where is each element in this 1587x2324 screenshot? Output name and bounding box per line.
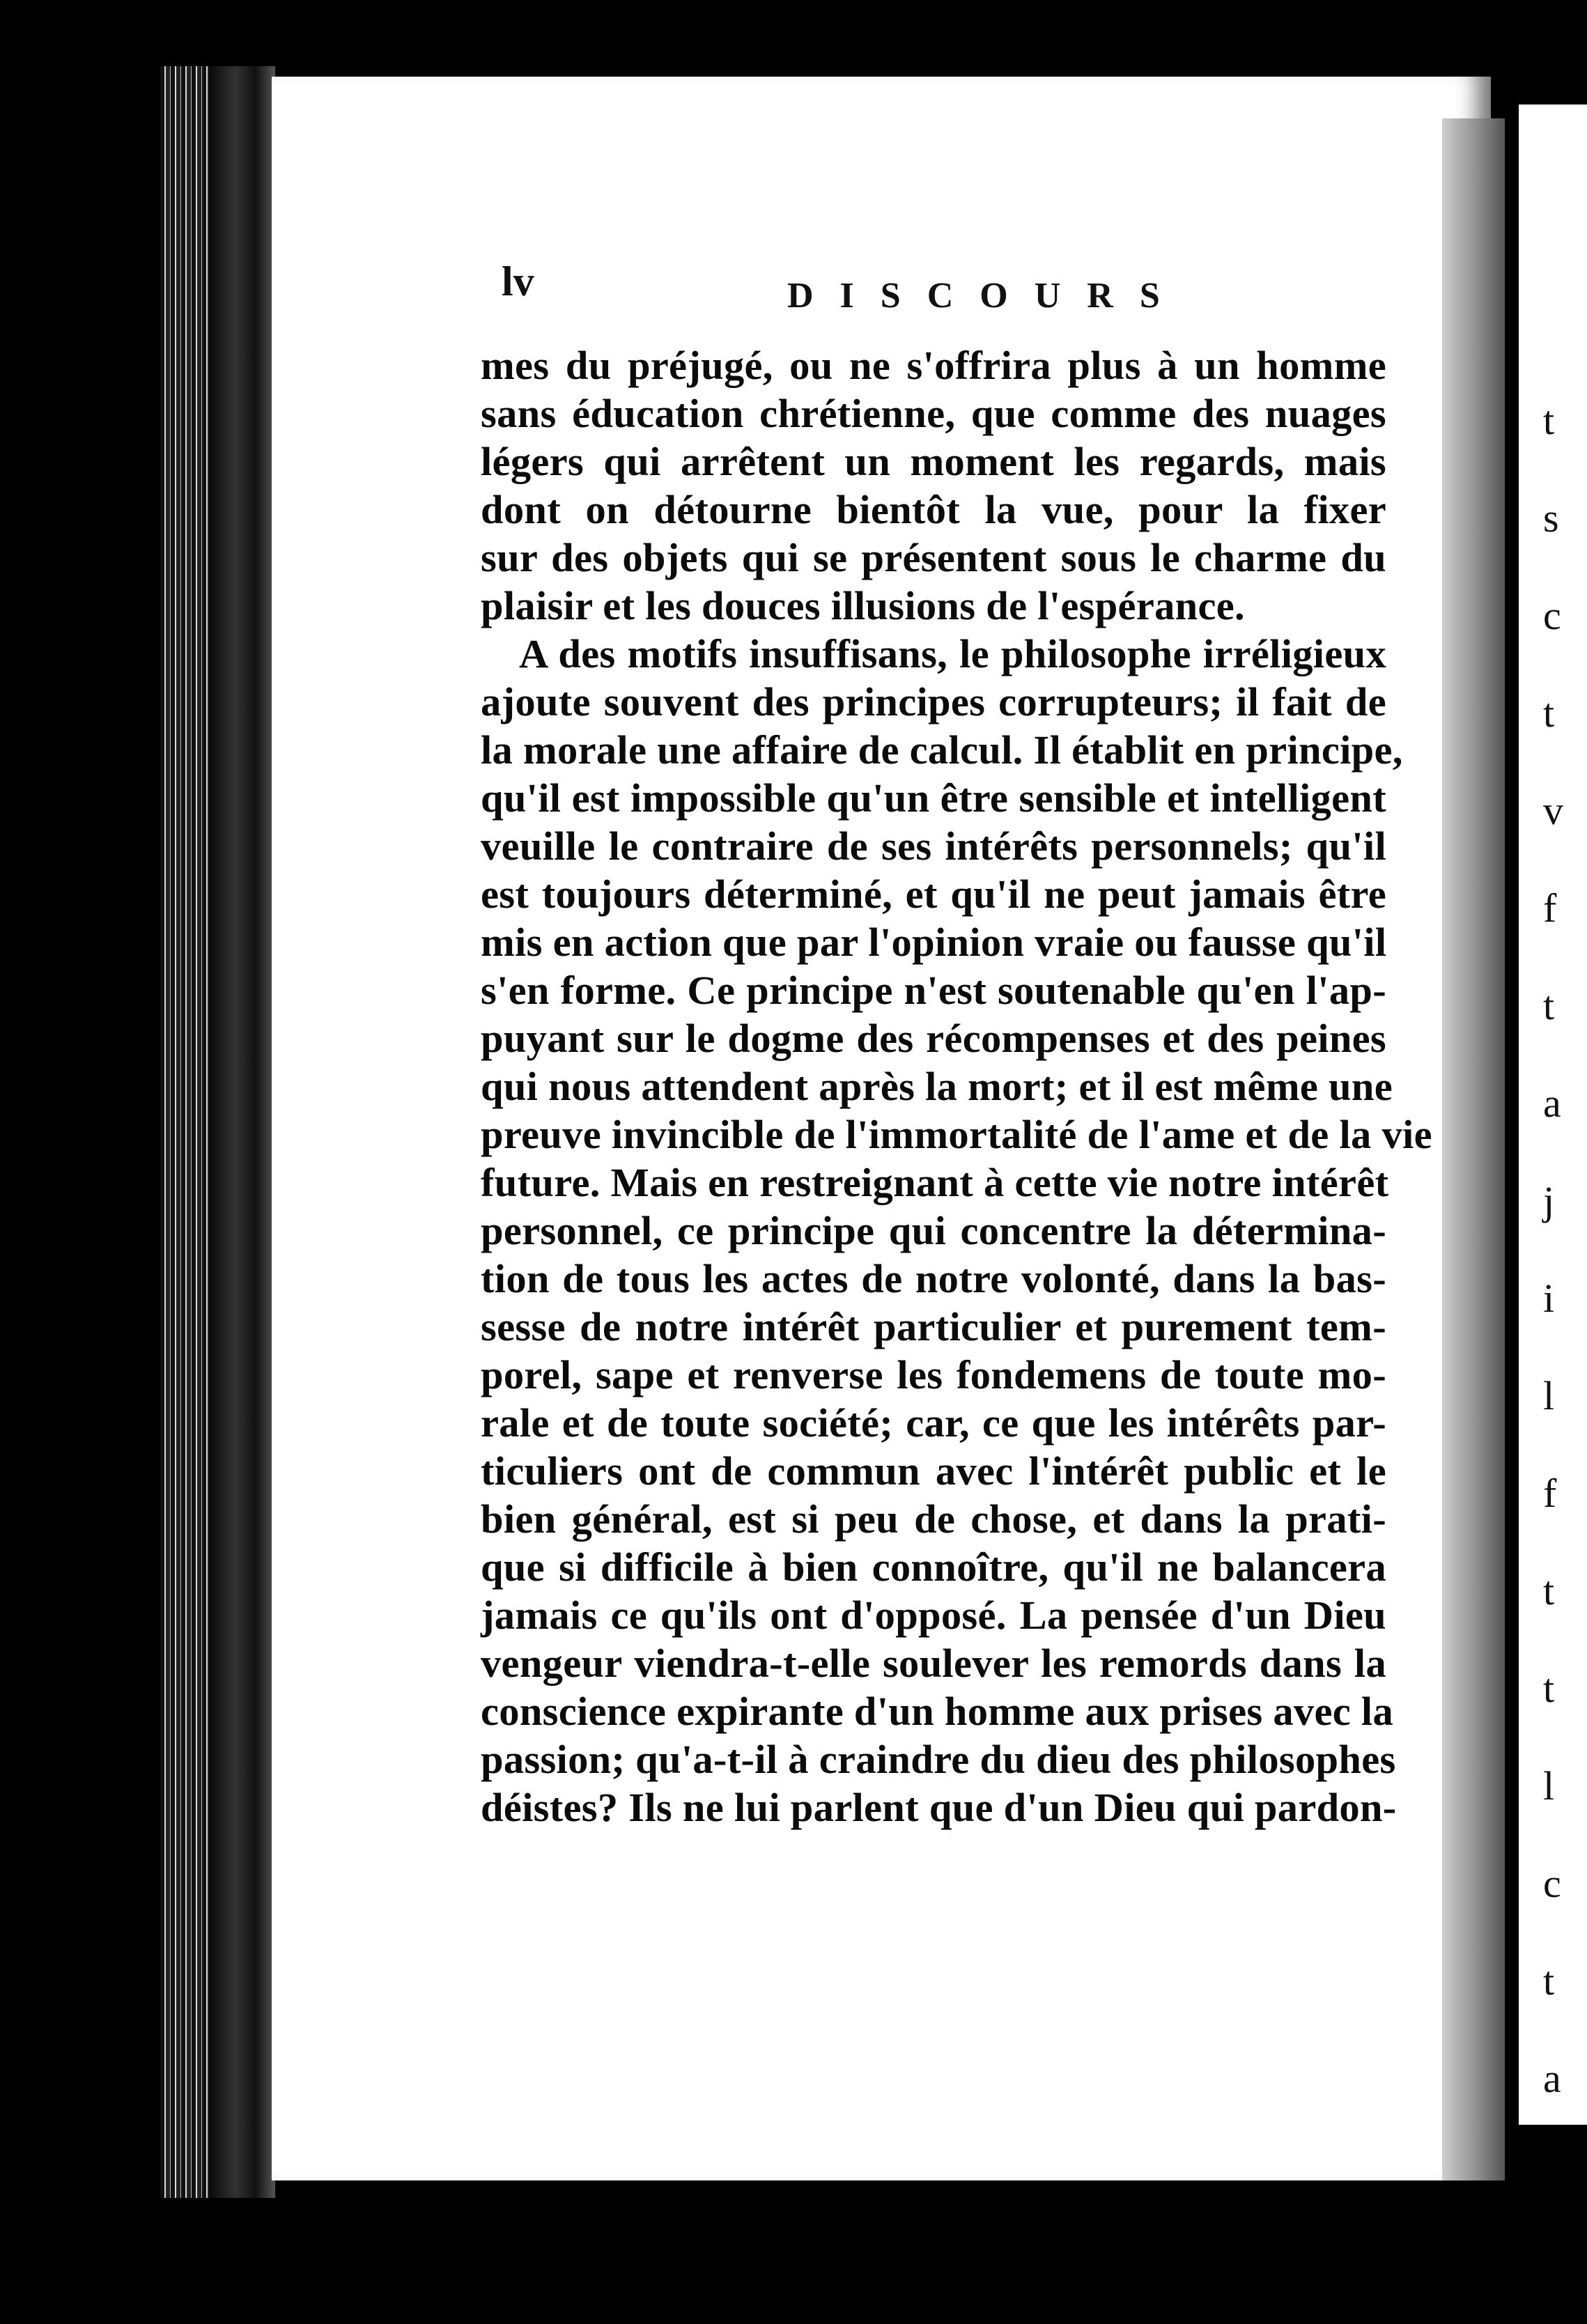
page-folio: lv bbox=[502, 258, 534, 304]
text-line: jamais ce qu'ils ont d'opposé. La pensée d'un Dieu bbox=[481, 1593, 1386, 1638]
page-curl-shadow bbox=[1442, 118, 1505, 2180]
text-line: mis en action que par l'opinion vraie ou fausse qu'il bbox=[481, 920, 1387, 965]
text-line: mes du préjugé, ou ne s'offrira plus à un homme bbox=[481, 343, 1386, 388]
adjacent-page-letter: f bbox=[1543, 1471, 1557, 1516]
text-line: dont on détourne bientôt la vue, pour la fixer bbox=[481, 487, 1386, 532]
adjacent-page-letter: i bbox=[1543, 1276, 1555, 1321]
text-line: conscience expirante d'un homme aux prises avec la bbox=[481, 1689, 1394, 1734]
text-line: sur des objets qui se présentent sous le charme du bbox=[481, 535, 1386, 580]
adjacent-page-letter: s bbox=[1543, 495, 1559, 541]
text-line: tion de tous les actes de notre volonté, dans la bas- bbox=[481, 1256, 1386, 1301]
adjacent-page-letter: t bbox=[1543, 398, 1555, 443]
text-line: ticuliers ont de commun avec l'intérêt public et le bbox=[481, 1448, 1386, 1494]
text-line: ajoute souvent des principes corrupteurs; il fait de bbox=[481, 679, 1386, 725]
text-line: que si difficile à bien connoître, qu'il ne balancera bbox=[481, 1544, 1386, 1590]
text-line: plaisir et les douces illusions de l'espérance. bbox=[481, 583, 1245, 628]
adjacent-page-letter: l bbox=[1543, 1373, 1555, 1418]
adjacent-page-letter: v bbox=[1543, 788, 1563, 833]
text-line: vengeur viendra-t-elle soulever les remords dans la bbox=[481, 1641, 1386, 1686]
adjacent-page-letter: t bbox=[1543, 690, 1555, 736]
text-line: veuille le contraire de ses intérêts personnels; qu'il bbox=[481, 823, 1386, 869]
text-line: la morale une affaire de calcul. Il établit en principe, bbox=[481, 727, 1403, 773]
text-line: est toujours déterminé, et qu'il ne peut jamais être bbox=[481, 872, 1386, 917]
adjacent-page-letter: a bbox=[1543, 2056, 1561, 2101]
adjacent-page-letter: j bbox=[1543, 1178, 1555, 1223]
adjacent-page-letter: c bbox=[1543, 1861, 1561, 1906]
text-line: porel, sape et renverse les fondemens de toute mo- bbox=[481, 1352, 1386, 1397]
adjacent-page-letter: f bbox=[1543, 885, 1557, 931]
text-line: déistes? Ils ne lui parlent que d'un Dieu qui pardon- bbox=[481, 1785, 1397, 1830]
text-line: puyant sur le dogme des récompenses et des peines bbox=[481, 1016, 1386, 1061]
text-line: preuve invincible de l'immortalité de l'ame et de la vie bbox=[481, 1112, 1432, 1157]
text-line: qu'il est impossible qu'un être sensible et intelligent bbox=[481, 775, 1386, 821]
text-line: bien général, est si peu de chose, et dans la prati- bbox=[481, 1496, 1386, 1542]
text-line: personnel, ce principe qui concentre la détermina- bbox=[481, 1208, 1386, 1253]
book-gutter-shadow bbox=[209, 66, 275, 2198]
text-line: A des motifs insuffisans, le philosophe irréligieux bbox=[519, 631, 1386, 676]
running-title: DISCOURS bbox=[787, 276, 1186, 316]
adjacent-page-letter: t bbox=[1543, 1568, 1555, 1613]
text-line: passion; qu'a-t-il à craindre du dieu des philosophes bbox=[481, 1737, 1396, 1782]
text-line: sesse de notre intérêt particulier et purement tem- bbox=[481, 1304, 1386, 1349]
adjacent-page-letter: c bbox=[1543, 593, 1561, 638]
adjacent-page-letter: t bbox=[1543, 1666, 1555, 1711]
text-line: qui nous attendent après la mort; et il est même une bbox=[481, 1064, 1393, 1109]
text-line: rale et de toute société; car, ce que les intérêts par- bbox=[481, 1400, 1386, 1446]
adjacent-page-fragment bbox=[1519, 104, 1587, 2125]
adjacent-page-letter: t bbox=[1543, 983, 1555, 1028]
text-line: sans éducation chrétienne, que comme des nuages bbox=[481, 391, 1386, 436]
adjacent-page-letter: a bbox=[1543, 1080, 1561, 1126]
text-line: légers qui arrêtent un moment les regards, mais bbox=[481, 439, 1386, 484]
adjacent-page-letter: t bbox=[1543, 1958, 1555, 2004]
text-line: future. Mais en restreignant à cette vie notre intérêt bbox=[481, 1160, 1389, 1205]
body-text bbox=[481, 341, 1432, 1831]
text-line: s'en forme. Ce principe n'est soutenable qu'en l'ap- bbox=[481, 968, 1386, 1013]
adjacent-page-letter: l bbox=[1543, 1763, 1555, 1808]
